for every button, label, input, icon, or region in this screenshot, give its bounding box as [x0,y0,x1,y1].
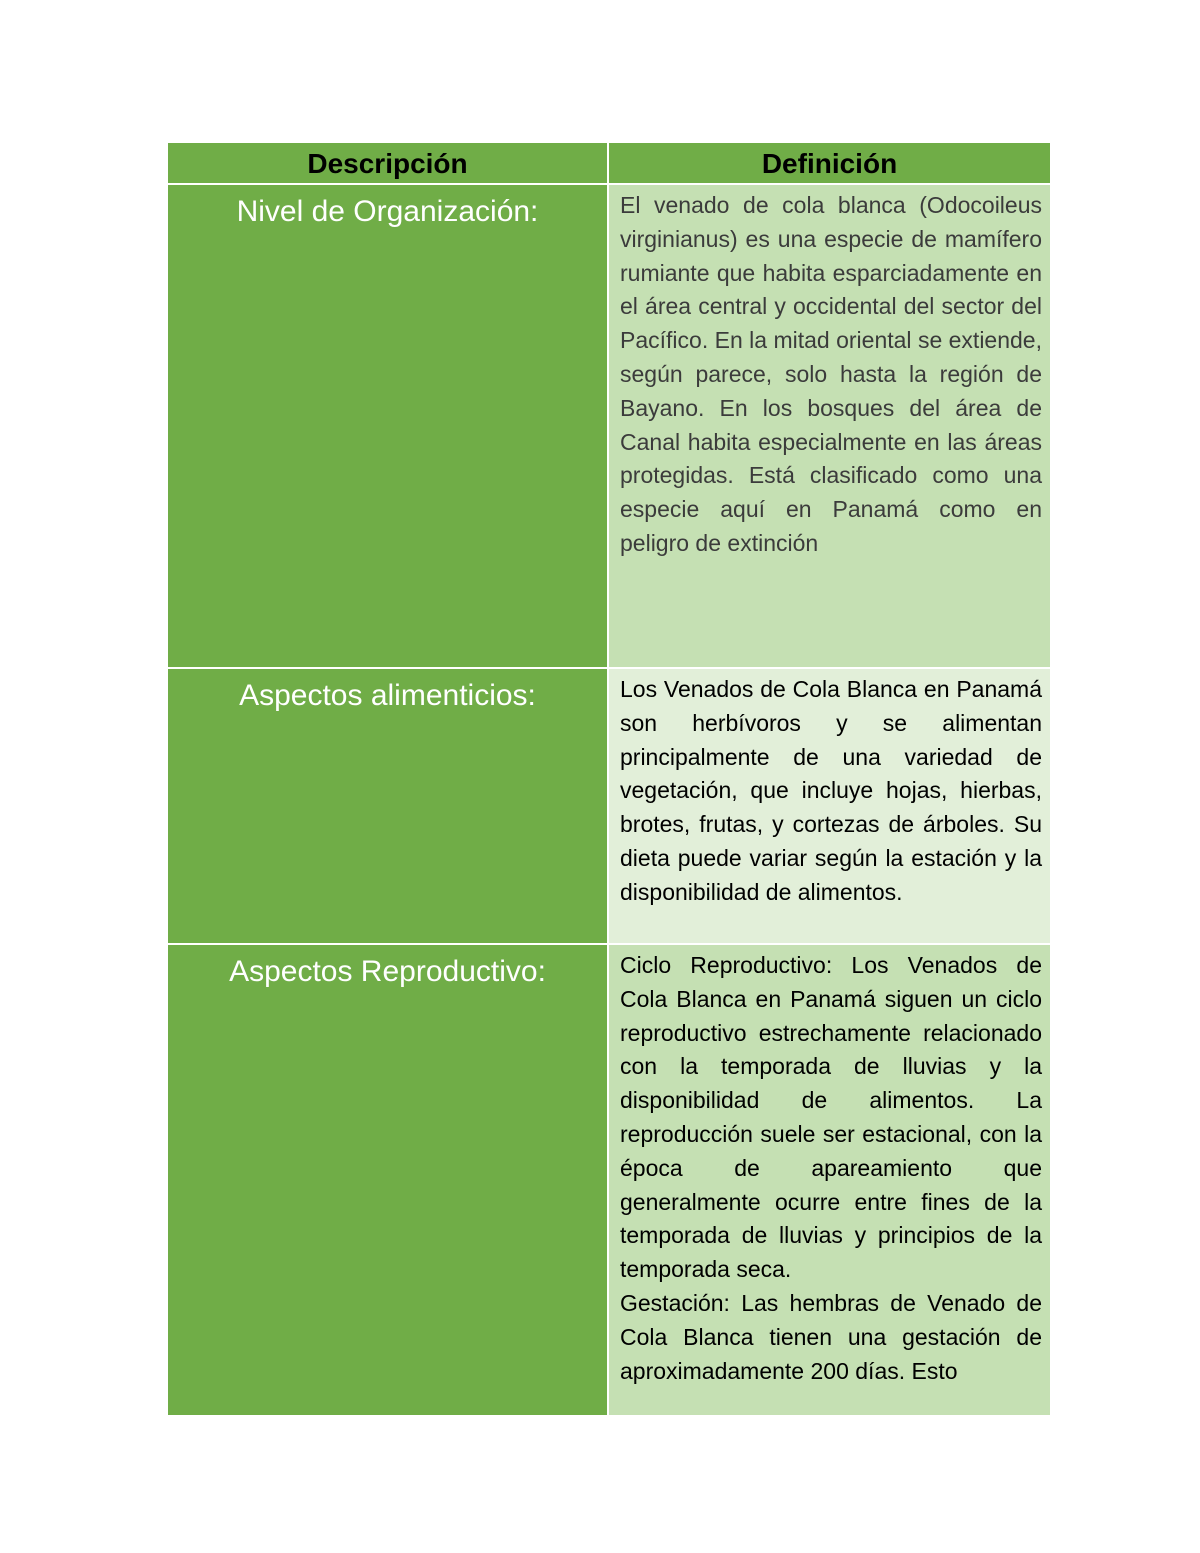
definition-paragraph: Los Venados de Cola Blanca en Panamá son herbívoros y se alimentan principalmente de una variedad de vegetación, que incluye hojas, hierbas, brotes, frutas, y cortezas de árboles. Su dieta puede variar según la estación y la disponibilidad de alimentos. [620,676,1042,905]
row-definition [608,668,1051,944]
definition-paragraph: El venado de cola blanca (Odocoileus virginianus) es una especie de mamífero rumiante que habita esparciadamente en el área central y occidental del sector del Pacífico. En la mitad oriental se extiende, según parece, solo hasta la región de Bayano. En los bosques del área de Canal habita especialmente en las áreas protegidas. Está clasificado como una especie aquí en Panamá como en peligro de extinción [620,192,1042,556]
table-row [167,668,1051,944]
definition-table [166,141,1052,1417]
row-description: Nivel de Organización: [167,184,608,668]
definition-paragraph: Gestación: Las hembras de Venado de Cola Blanca tienen una gestación de aproximadamente 200 días. Esto [620,1289,1042,1384]
definition-paragraph: Ciclo Reproductivo: Los Venados de Cola Blanca en Panamá siguen un ciclo reproductivo estrechamente relacionado con la temporada de lluvias y la disponibilidad de alimentos. La reproducción suele ser estacional, con la época de apareamiento que generalmente ocurre entre fines de la temporada de lluvias y principios de la temporada seca. [620,952,1042,1283]
table-row [167,184,1051,668]
row-description: Aspectos alimenticios: [167,668,608,944]
header-description: Descripción [167,142,608,184]
table-header-row [167,142,1051,184]
row-description: Aspectos Reproductivo: [167,944,608,1416]
row-definition [608,184,1051,668]
table-row [167,944,1051,1416]
row-definition [608,944,1051,1416]
header-definition: Definición [608,142,1051,184]
table-header [167,142,1051,184]
